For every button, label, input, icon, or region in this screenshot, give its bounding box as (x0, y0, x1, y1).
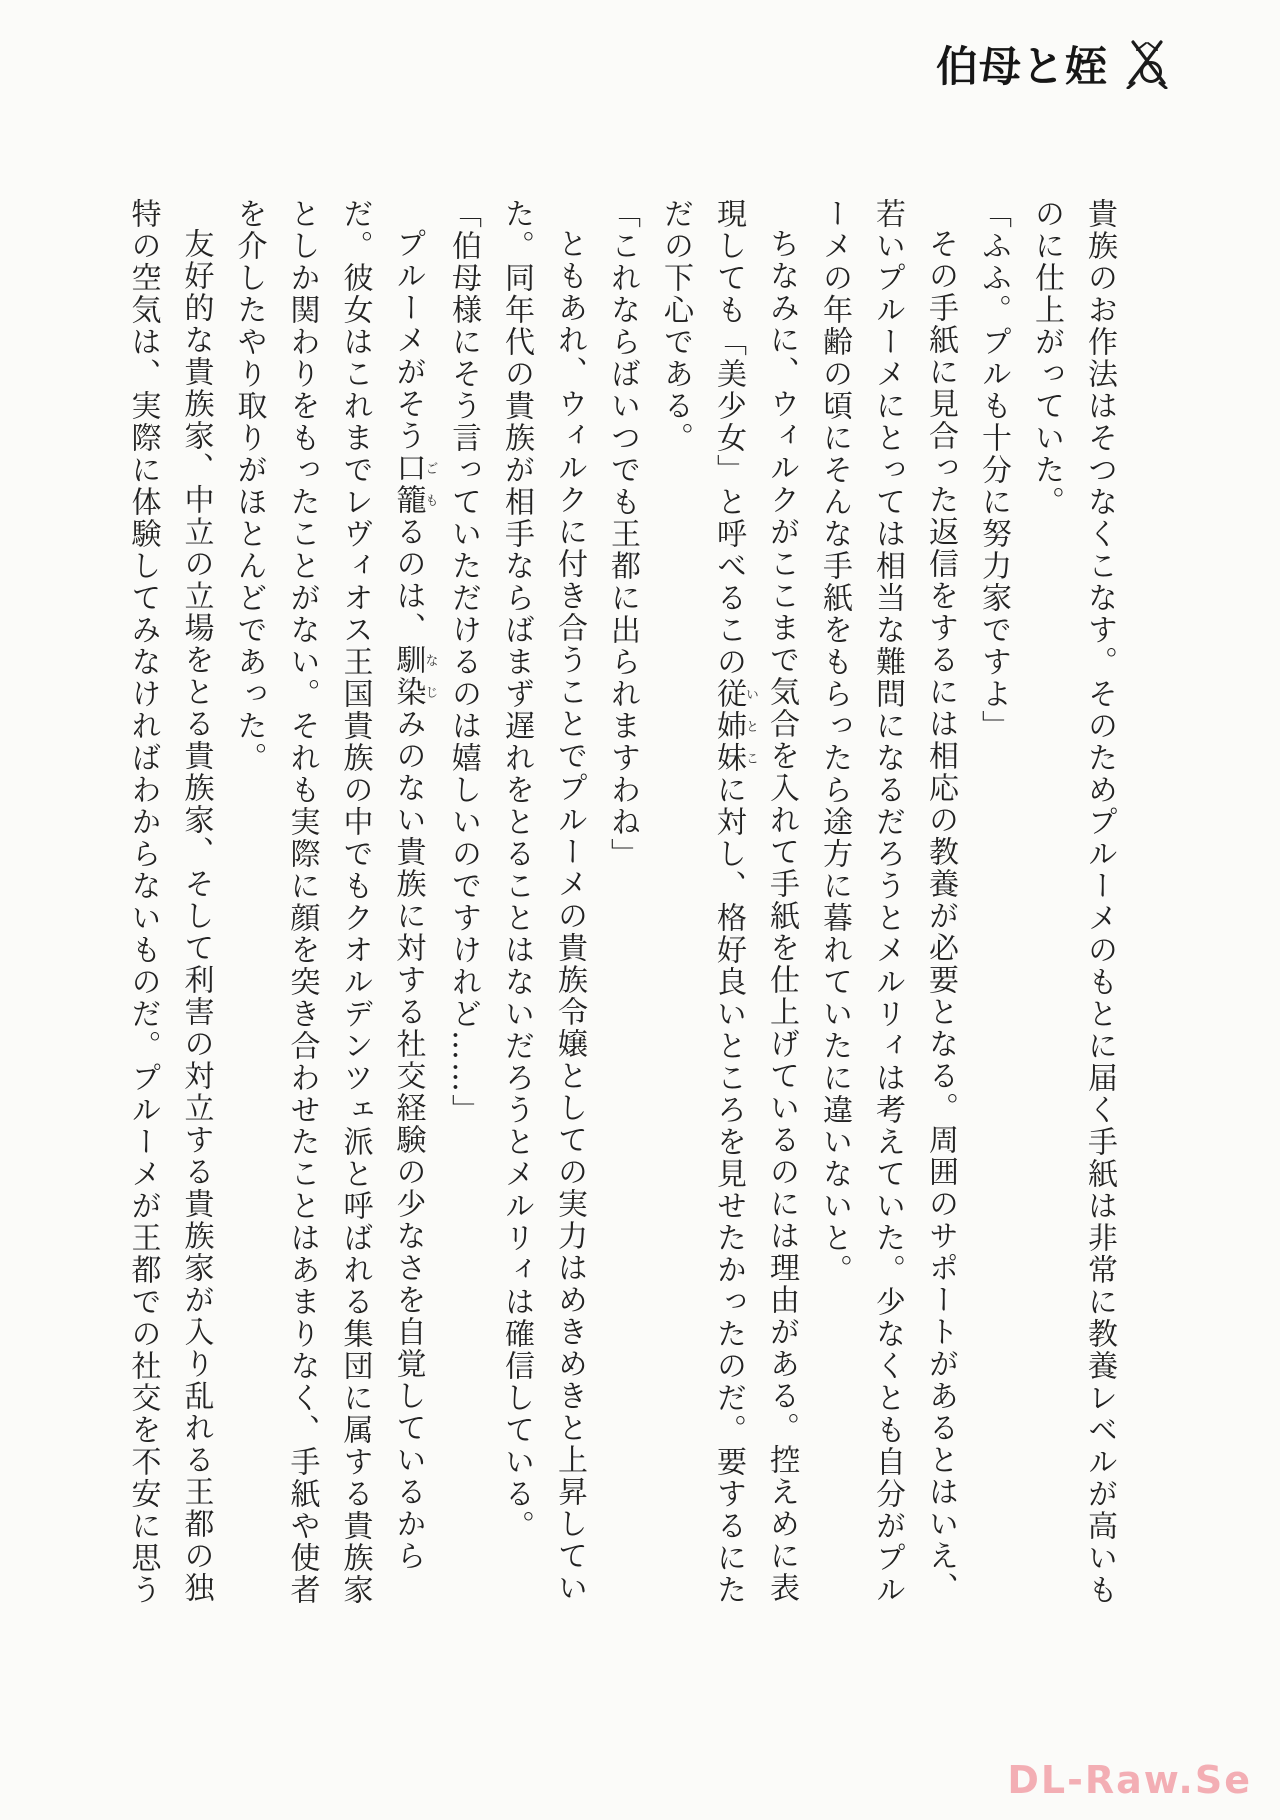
crossed-swords-emblem-icon (1124, 39, 1170, 89)
watermark: DL-Raw.Se (1007, 1758, 1252, 1802)
furigana-ruby: 従姉妹いとこ (711, 678, 758, 774)
chapter-title: 伯母と姪 (935, 42, 1108, 91)
paragraph: ちなみに、ウィルクがここまで気合を入れて手紙を仕上げているのには理由がある。控えめに表現しても「美少女」と呼べるこの従姉妹いとこに対し、格好良いところを見せたかったのだ。要するにただの下心である。 (658, 198, 799, 1606)
furigana-ruby: 馴染なじ (390, 644, 438, 708)
paragraph: 「伯母様にそう言っていただけるのは嬉しいのですけれど……」 (446, 198, 481, 1126)
furigana-ruby: 口籠ごも (390, 452, 438, 516)
novel-text-body (46, 198, 1126, 1610)
paragraph: ともあれ、ウィルクに付き合うことでプルーメの貴族令嬢としての実力はめきめきと上昇していた。同年代の貴族が相手ならばまず遅れをとることはないだろうとメルリィは確信している。 (499, 198, 587, 1604)
paragraph: 「これならばいつでも王都に出られますわね」 (605, 198, 640, 870)
paragraph: プルーメがそう口籠ごもるのは、馴染なじみのない貴族に対する社交経験の少なさを自覚しているからだ。彼女はこれまでレヴィオス王国貴族の中でもクオルデンツェ派と呼ばれる集団に属する貴族家としか関わりをもったことがない。それも実際に顔を突き合わせたことはあまりなく、手紙や使者を介したやり取りがほとんどであった。 (231, 198, 438, 1606)
page-header (936, 34, 1170, 94)
paragraph: 貴族のお作法はそつなくこなす。そのためプルーメのもとに届く手紙は非常に教養レベルが高いものに仕上がっていた。 (1029, 198, 1117, 1606)
paragraph: 「ふふ。プルも十分に努力家ですよ」 (976, 198, 1011, 742)
paragraph: その手紙に見合った返信をするには相応の教養が必要となる。周囲のサポートがあるとはいえ、若いプルーメにとっては相当な難問になるだろうとメルリィは考えていた。少なくとも自分がプルーメの年齢の頃にそんな手紙をもらったら途方に暮れていたに違いないと。 (817, 198, 958, 1606)
paragraph: 友好的な貴族家、中立の立場をとる貴族家、そして利害の対立する貴族家が入り乱れる王都の独特の空気は、実際に体験してみなければわからないものだ。プルーメが王都での社交を不安に思う (125, 198, 214, 1606)
